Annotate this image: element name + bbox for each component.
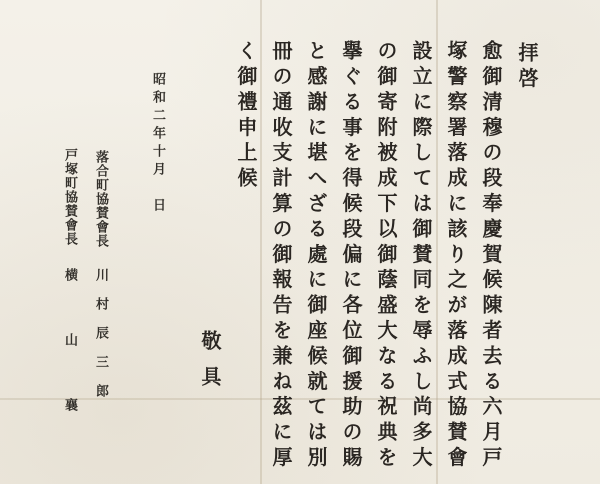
body-line-3: 設立に際しては御賛同を辱ふし尚多大 xyxy=(409,40,433,472)
body-line-7: 冊の通收支計算の御報告を兼ね茲に厚 xyxy=(269,40,293,472)
body-line-8: く御禮申上候 xyxy=(234,40,258,193)
fold-crease xyxy=(0,398,600,400)
body-line-4: の御寄附被成下以御蔭盛大なる祝典を xyxy=(374,40,398,472)
fold-crease xyxy=(436,0,438,484)
signatory-name-2: 横山襄 xyxy=(62,268,77,463)
opening-salutation: 拝啓 xyxy=(515,42,539,93)
body-line-2: 塚警察署落成に該り之が落成式協賛會 xyxy=(444,40,468,472)
body-line-1: 愈御清穆の段奉慶賀候陳者去る六月戸 xyxy=(479,40,503,472)
letter-date: 昭和二年十月 日 xyxy=(150,72,165,216)
signatory-title-2: 戸塚町協賛會長 xyxy=(62,148,77,246)
body-line-6: と感謝に堪へざる處に御座候就ては別 xyxy=(304,40,328,472)
body-line-5: 擧ぐる事を得候段偏に各位御援助の賜 xyxy=(339,40,363,472)
signatory-title-1: 落合町協賛會長 xyxy=(93,150,108,248)
signatory-name-1: 川村辰三郎 xyxy=(93,268,108,413)
closing-salutation: 敬具 xyxy=(198,330,222,402)
